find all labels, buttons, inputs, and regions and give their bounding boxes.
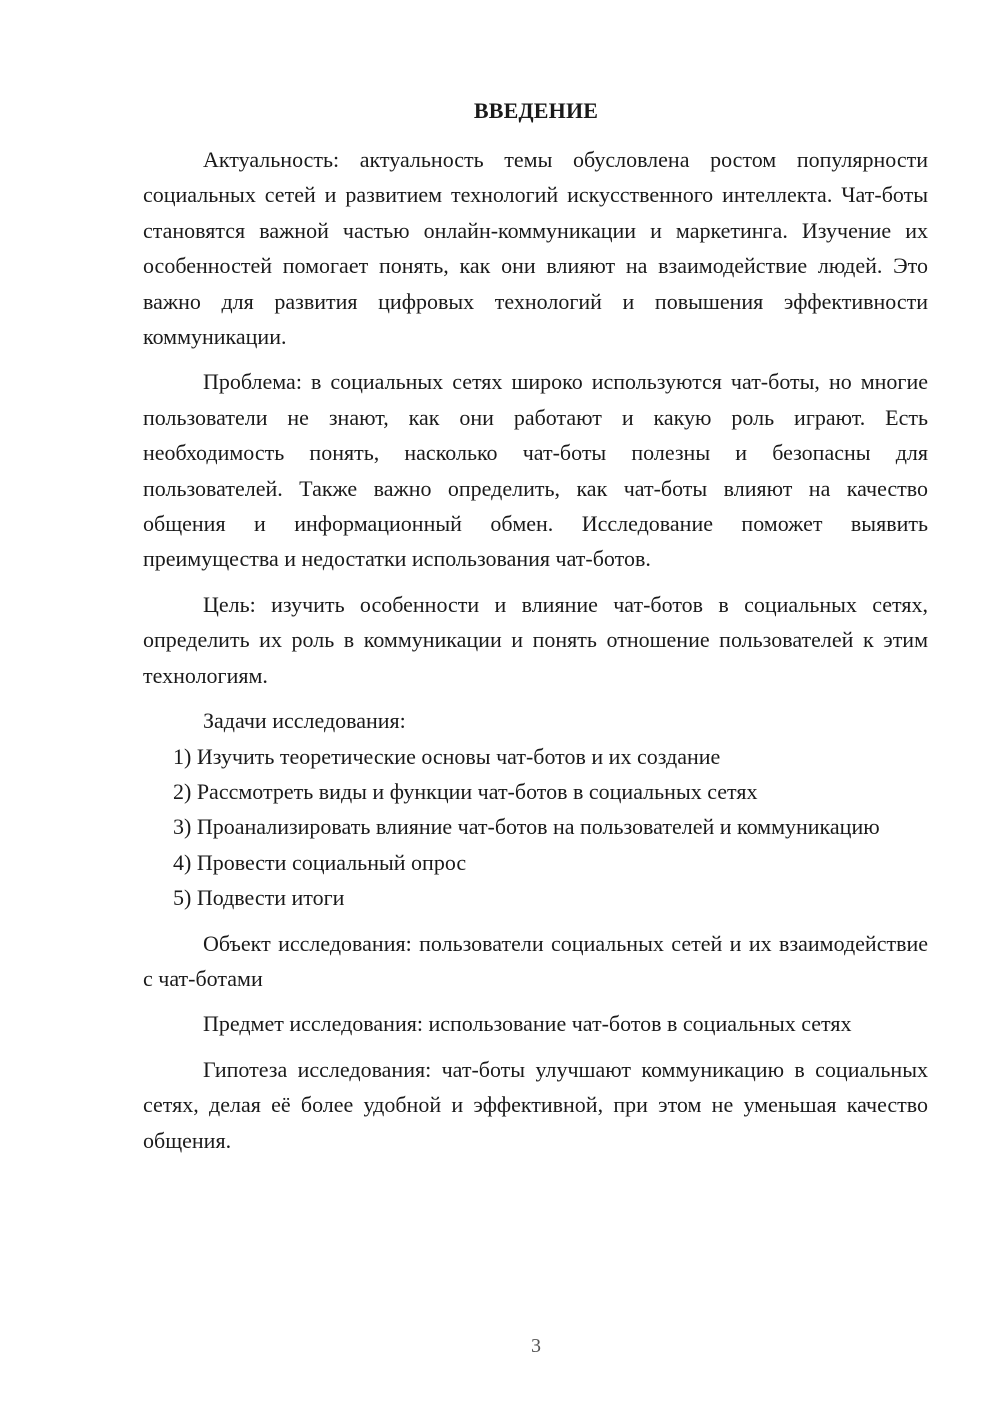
task-item-5: 5) Подвести итоги <box>173 885 345 911</box>
hypothesis-paragraph: Гипотеза исследования: чат-боты улучшают коммуникацию в социальных сетях, делая её более удобной и эффективной, при этом не уменьшая качество общения. <box>143 1056 928 1153</box>
object-paragraph: Объект исследования: пользователи социальных сетей и их взаимодействие с чат-ботами <box>143 930 928 991</box>
relevance-paragraph: Актуальность: актуальность темы обусловлена ростом популярности социальных сетей и развитием технологий искусственного интеллекта. Чат-боты становятся важной частью онлайн-коммуникации и маркетинга. Изучение их особенностей помогает понять, как они влияют на взаимодействие людей. Это важно для развития цифровых технологий и повышения эффективности коммуникации. <box>143 147 928 350</box>
tasks-heading: Задачи исследования: <box>203 708 406 734</box>
page-title: ВВЕДЕНИЕ <box>473 98 599 123</box>
subject-paragraph: Предмет исследования: использование чат-ботов в социальных сетях <box>203 1011 852 1037</box>
task-item-4: 4) Провести социальный опрос <box>173 849 467 875</box>
problem-paragraph: Проблема: в социальных сетях широко используются чат-боты, но многие пользователи не знают, как они работают и какую роль играют. Есть необходимость понять, насколько чат-боты полезны и безопасны для пользователей. Также важно определить, как чат-боты влияют на качество общения и информационный обмен. Исследование поможет выявить преимущества и недостатки использования чат-ботов. <box>143 369 928 572</box>
task-item-3: 3) Проанализировать влияние чат-ботов на пользователей и коммуникацию <box>173 814 880 840</box>
task-item-1: 1) Изучить теоретические основы чат-ботов и их создание <box>173 743 721 769</box>
tasks-list <box>143 739 928 916</box>
page-number: 3 <box>531 1335 541 1357</box>
document-body <box>143 142 928 1158</box>
task-item-2: 2) Рассмотреть виды и функции чат-ботов в социальных сетях <box>173 778 758 804</box>
goal-paragraph: Цель: изучить особенности и влияние чат-ботов в социальных сетях, определить их роль в коммуникации и понять отношение пользователей к этим технологиям. <box>143 591 928 688</box>
